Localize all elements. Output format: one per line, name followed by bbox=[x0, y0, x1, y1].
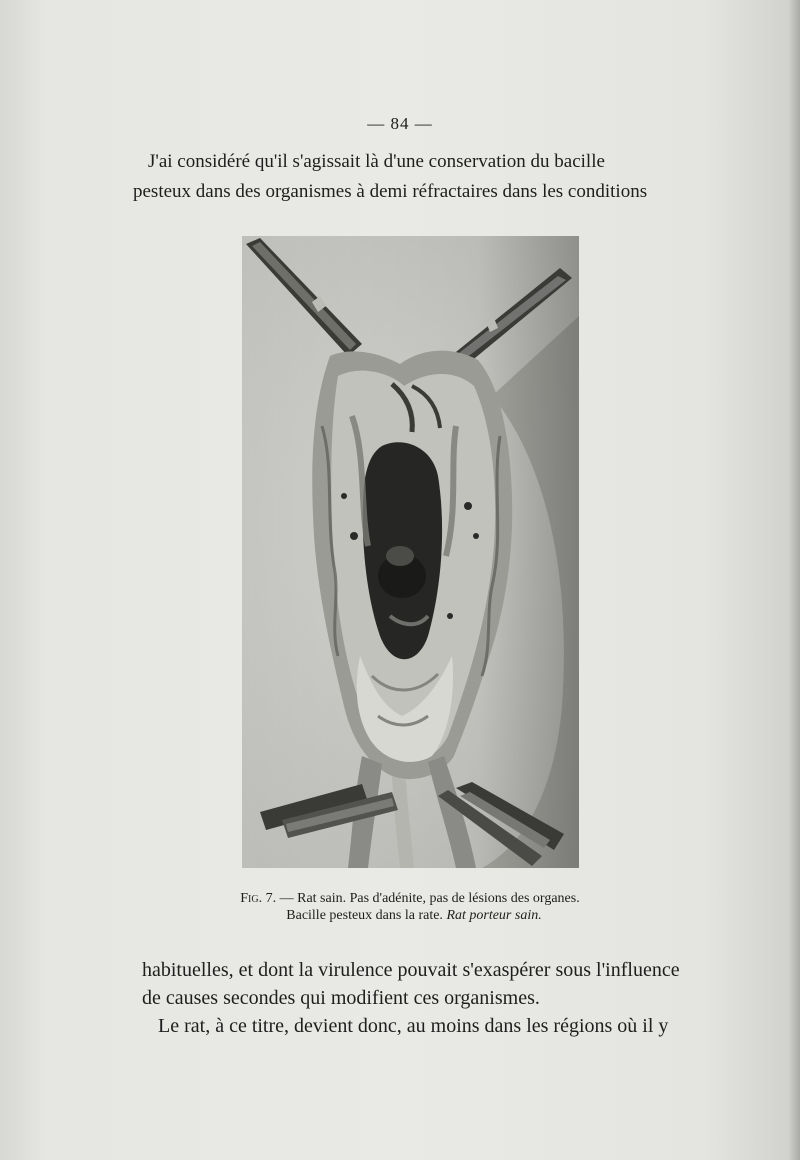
figure-caption-text-1: — Rat sain. Pas d'adénite, pas de lésions des organes. bbox=[276, 891, 580, 906]
figure-caption-italic: Rat porteur sain. bbox=[446, 908, 542, 923]
figure-caption-line-2 bbox=[14, 907, 800, 925]
figure-label: Fig. 7. bbox=[240, 891, 277, 906]
body-text-line-1: J'ai considéré qu'il s'agissait là d'une conservation du bacille bbox=[148, 151, 605, 172]
figure-caption-line-1 bbox=[10, 890, 800, 908]
body-text-line-2: pesteux dans des organismes à demi réfractaires dans les conditions bbox=[133, 181, 648, 202]
figure-photograph bbox=[242, 236, 579, 868]
dissected-rat-photograph-icon bbox=[242, 236, 579, 868]
page-number: — 84 — bbox=[367, 114, 433, 133]
page-edge-shadow bbox=[788, 0, 800, 1160]
figure-caption-text-2: Bacille pesteux dans la rate. bbox=[286, 908, 447, 923]
body-text-line-5: Le rat, à ce titre, devient donc, au moins dans les régions où il y bbox=[158, 1015, 669, 1037]
body-text-line-3: habituelles, et dont la virulence pouvait s'exaspérer sous l'influence bbox=[142, 959, 680, 981]
body-text-line-4: de causes secondes qui modifient ces organismes. bbox=[142, 987, 540, 1009]
